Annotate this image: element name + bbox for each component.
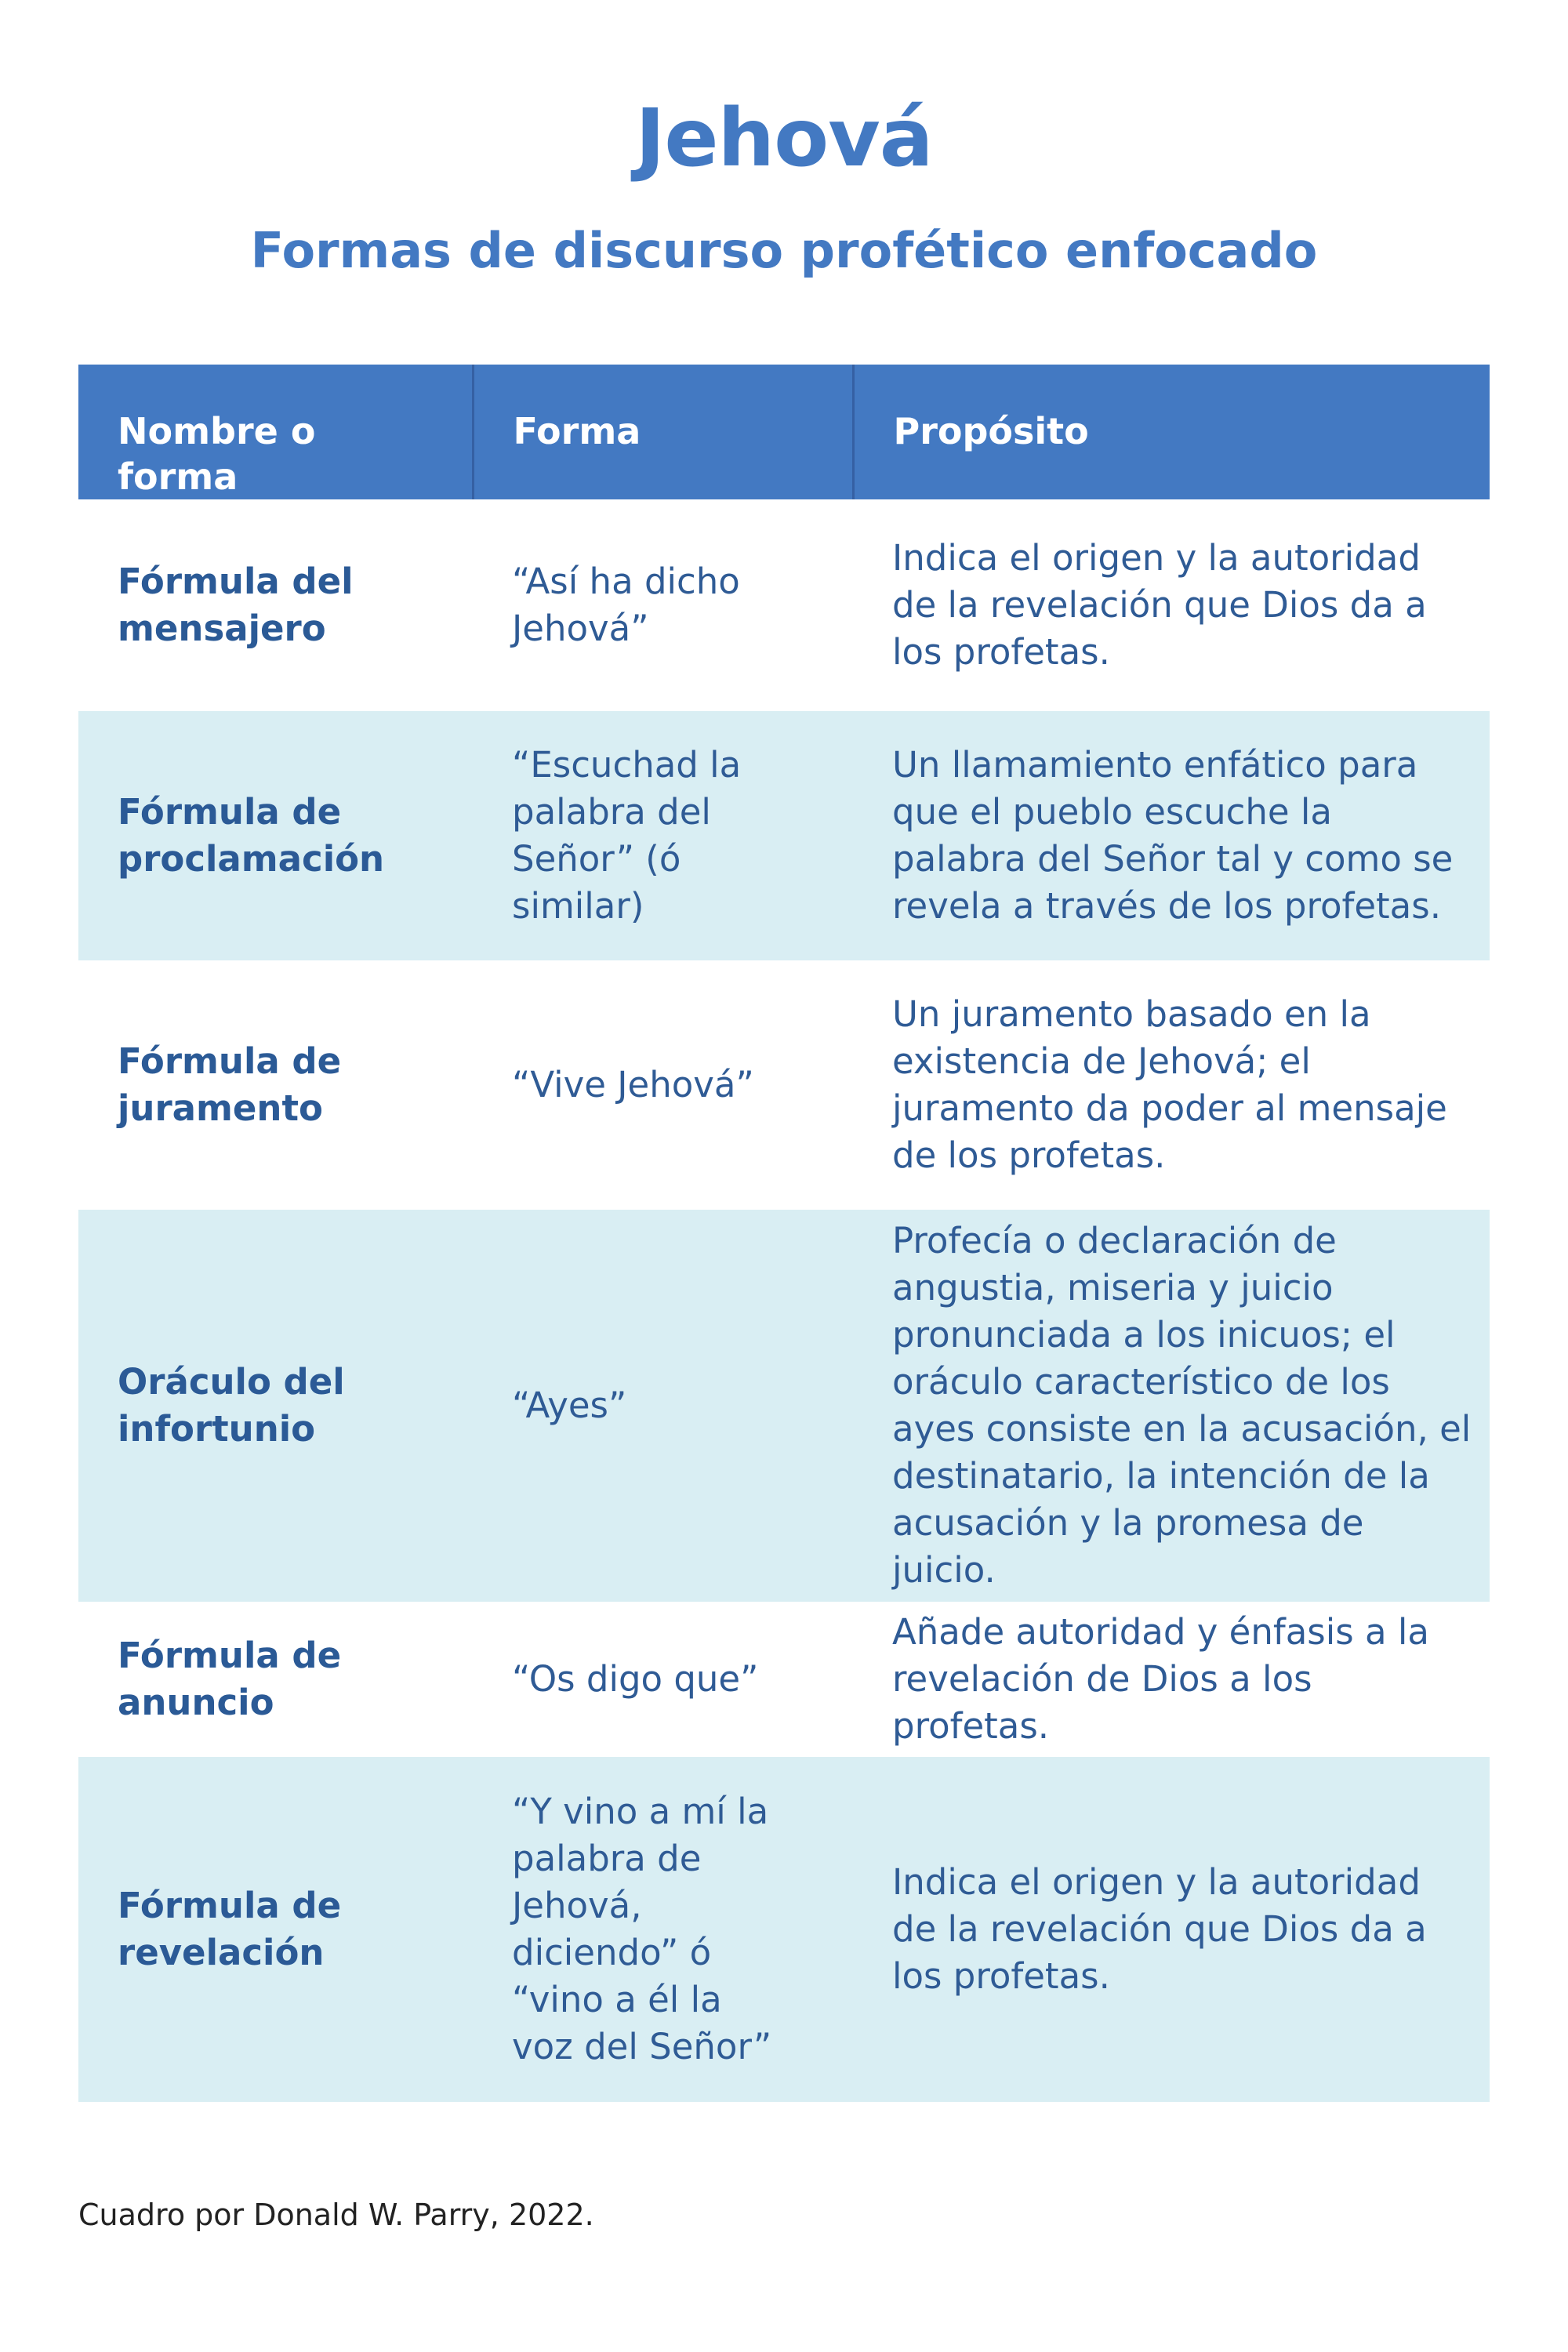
row-purpose-cell <box>853 711 1490 960</box>
row-form: “Ayes” <box>512 1385 627 1426</box>
row-purpose-cell <box>853 1757 1490 2102</box>
row-name-cell <box>78 1210 473 1602</box>
table-row <box>78 711 1490 960</box>
row-name: Fórmula de revelación <box>118 1885 342 1973</box>
row-name: Oráculo del infortunio <box>118 1361 345 1450</box>
row-form-cell <box>473 1210 853 1602</box>
row-purpose-cell <box>853 1210 1490 1602</box>
row-name: Fórmula del mensajero <box>118 561 354 649</box>
table-row <box>78 1757 1490 2102</box>
row-purpose: Indica el origen y la autoridad de la revelación que Dios da a los profetas. <box>892 537 1427 673</box>
row-form: “Y vino a mí la palabra de Jehová, diciendo” ó “vino a él la voz del Señor” <box>512 1791 772 2067</box>
row-name-cell <box>78 1602 473 1757</box>
page-title: Jehová <box>635 92 933 185</box>
row-form-cell <box>473 960 853 1210</box>
table-header-row <box>78 365 1490 499</box>
row-purpose: Profecía o declaración de angustia, miseria y juicio pronunciada a los inicuos; el oráculo característico de los ayes consiste en la acusación, el destinatario, la intención de la acusación y la promesa de juicio. <box>892 1220 1472 1591</box>
forms-table <box>78 365 1490 2102</box>
row-name: Fórmula de juramento <box>118 1040 342 1129</box>
row-name: Fórmula de anuncio <box>118 1635 342 1723</box>
row-form: “Vive Jehová” <box>512 1064 754 1105</box>
column-header-name <box>78 365 473 499</box>
row-name-cell <box>78 499 473 711</box>
row-form-cell <box>473 1602 853 1757</box>
table-row <box>78 1210 1490 1602</box>
row-name-cell <box>78 711 473 960</box>
table-row <box>78 960 1490 1210</box>
table-row <box>78 1602 1490 1757</box>
row-purpose-cell <box>853 1602 1490 1757</box>
row-form-cell <box>473 711 853 960</box>
row-name-cell <box>78 1757 473 2102</box>
row-form: “Os digo que” <box>512 1658 759 1700</box>
column-header-form: Forma <box>473 365 853 499</box>
row-form: “Escuchad la palabra del Señor” (ó similar) <box>512 744 742 927</box>
row-purpose: Un juramento basado en la existencia de Jehová; el juramento da poder al mensaje de los profetas. <box>892 993 1447 1176</box>
column-header-name-label: Nombre o forma <box>118 410 316 498</box>
row-purpose: Un llamamiento enfático para que el pueblo escuche la palabra del Señor tal y como se revela a través de los profetas. <box>892 744 1454 927</box>
column-header-purpose: Propósito <box>853 365 1490 499</box>
row-form-cell <box>473 1757 853 2102</box>
row-purpose: Indica el origen y la autoridad de la revelación que Dios da a los profetas. <box>892 1861 1427 1997</box>
row-form: “Así ha dicho Jehová” <box>512 561 740 649</box>
row-name: Fórmula de proclamación <box>118 791 385 880</box>
row-purpose: Añade autoridad y énfasis a la revelación de Dios a los profetas. <box>892 1611 1429 1747</box>
table-row <box>78 499 1490 711</box>
row-purpose-cell <box>853 499 1490 711</box>
row-purpose-cell <box>853 960 1490 1210</box>
row-name-cell <box>78 960 473 1210</box>
chart-credit-caption: Cuadro por Donald W. Parry, 2022. <box>78 2198 594 2232</box>
row-form-cell <box>473 499 853 711</box>
page-subtitle: Formas de discurso profético enfocado <box>250 222 1318 279</box>
